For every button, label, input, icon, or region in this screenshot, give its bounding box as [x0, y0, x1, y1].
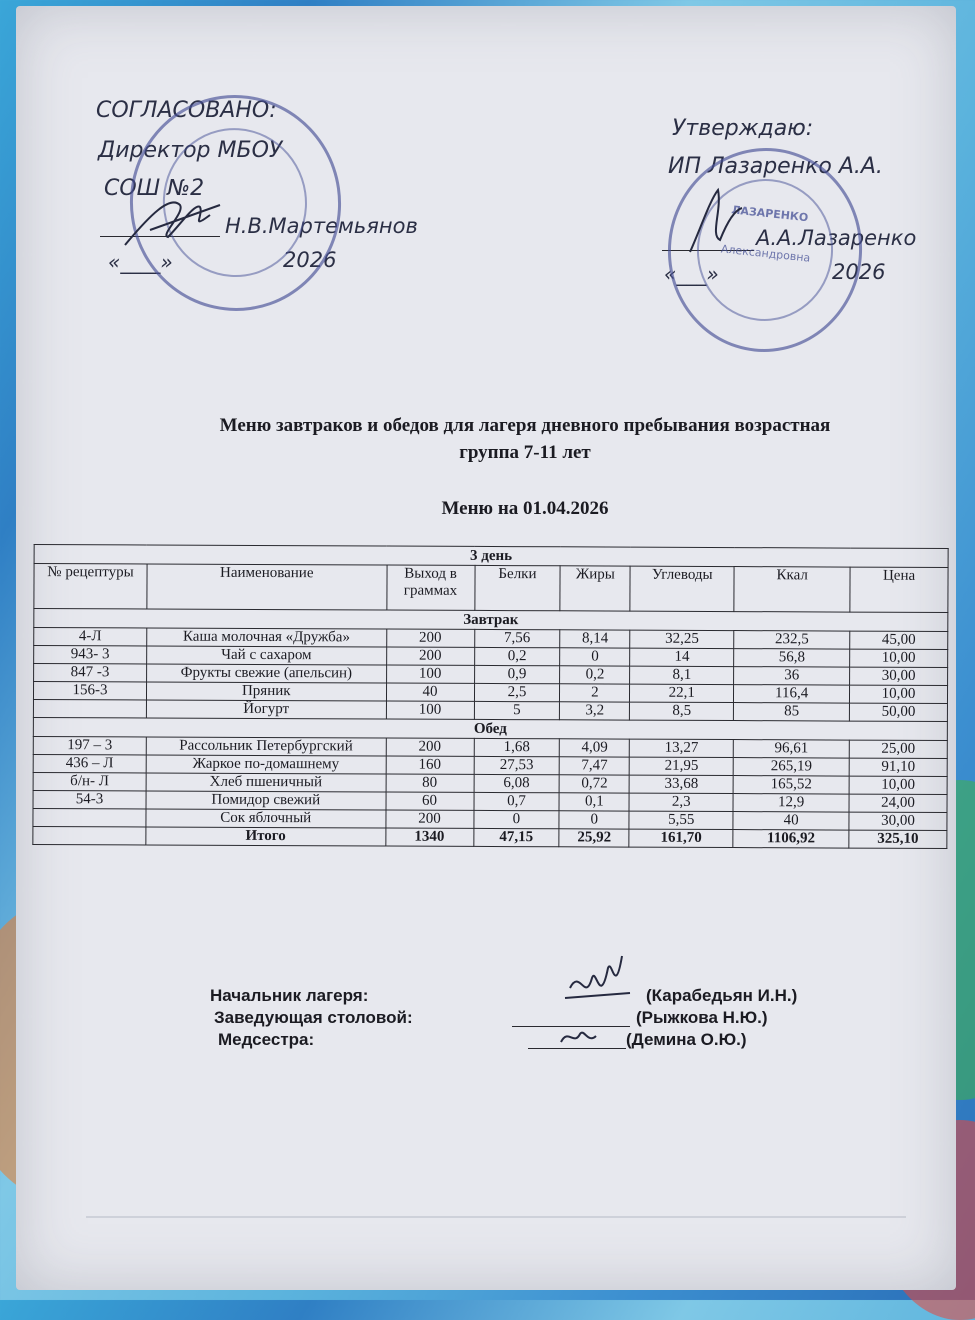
table-total-cell: 325,10 — [849, 830, 947, 848]
signature-role-head: Начальник лагеря: — [210, 986, 369, 1005]
table-cell: 0,9 — [474, 665, 560, 683]
table-cell: 60 — [386, 792, 474, 810]
table-cell: 165,52 — [733, 776, 849, 795]
table-cell: 3,2 — [560, 702, 630, 720]
table-cell: 27,53 — [474, 756, 560, 774]
table-cell: Фрукты свежие (апельсин) — [146, 664, 386, 683]
table-cell: 0 — [560, 648, 630, 666]
signature-left-icon — [120, 185, 230, 255]
approval-right-line2: ИП Лазаренко А.А. — [668, 154, 883, 179]
table-total-cell — [33, 827, 146, 845]
table-cell: Каша молочная «Дружба» — [147, 628, 387, 647]
table-cell: 2,5 — [474, 683, 560, 701]
table-cell — [33, 809, 146, 827]
table-cell: 22,1 — [630, 684, 734, 702]
table-cell: 33,68 — [629, 775, 733, 793]
table-cell: 80 — [386, 774, 474, 792]
table-cell: 36 — [734, 667, 850, 686]
table-cell: 50,00 — [849, 703, 947, 721]
signature-name-head: (Карабедьян И.Н.) — [646, 986, 798, 1005]
table-header-row — [34, 564, 948, 613]
table-cell: 40 — [733, 812, 849, 831]
table-header-cell: Цена — [850, 567, 948, 612]
table-cell: 21,95 — [629, 757, 733, 775]
signature-name-nurse: (Демина О.Ю.) — [626, 1030, 747, 1049]
table-total-cell: 161,70 — [629, 829, 733, 847]
table-cell: 56,8 — [734, 649, 850, 668]
table-cell: 847 -3 — [34, 664, 147, 682]
table-cell: 2,3 — [629, 793, 733, 811]
menu-date: Меню на 01.04.2026 — [441, 498, 609, 519]
table-cell: 40 — [386, 683, 474, 701]
table-cell: 160 — [386, 756, 474, 774]
menu-table — [32, 544, 948, 849]
table-cell: 436 – Л — [33, 755, 146, 773]
table-total-cell: Итого — [146, 827, 386, 846]
table-cell: 96,61 — [733, 740, 849, 759]
table-cell: 265,19 — [733, 758, 849, 777]
table-cell: Рассольник Петербургский — [146, 737, 386, 756]
table-section-title: Завтрак — [34, 609, 948, 632]
approval-left-date-year: 2026 — [283, 248, 337, 272]
approval-left-line2: Директор МБОУ — [98, 138, 283, 163]
approval-right-signer: А.А.Лазаренко — [756, 226, 917, 250]
table-cell: 200 — [386, 629, 474, 647]
table-cell: 200 — [386, 738, 474, 756]
table-day: 3 день — [34, 545, 948, 568]
signature-head-icon — [560, 948, 640, 1018]
table-cell: Чай с сахаром — [147, 646, 387, 665]
table-cell — [33, 700, 146, 718]
table-cell: 7,47 — [560, 757, 630, 775]
table-cell: 10,00 — [849, 776, 947, 794]
table-cell: 24,00 — [849, 794, 947, 812]
table-cell: 13,27 — [630, 739, 734, 757]
table-cell: 100 — [386, 665, 474, 683]
table-total-cell: 1340 — [385, 828, 473, 846]
table-cell: 1,68 — [474, 738, 560, 756]
stamp-right-text1: ЛАЗАРЕНКО — [730, 203, 809, 225]
table-cell: 30,00 — [849, 812, 947, 830]
signature-nurse-icon — [556, 1024, 606, 1050]
stamp-right-text2: Александровна — [720, 242, 811, 265]
table-header-cell: № рецептуры — [34, 564, 147, 609]
table-cell: 32,25 — [630, 630, 734, 648]
table-cell: 8,1 — [630, 666, 734, 684]
table-cell: Пряник — [146, 682, 386, 701]
table-cell: 85 — [734, 703, 850, 722]
table-cell: 4-Л — [34, 628, 147, 646]
table-cell: 54-3 — [33, 791, 146, 809]
table-cell: 200 — [386, 647, 474, 665]
approval-right-line1: Утверждаю: — [672, 116, 814, 141]
table-cell: 0,7 — [474, 792, 560, 810]
table-cell: 45,00 — [850, 631, 948, 649]
document-title-line1: Меню завтраков и обедов для лагеря дневного пребывания возрастная — [219, 415, 831, 436]
table-cell: 0,1 — [559, 793, 629, 811]
sleeve-edge — [86, 1216, 906, 1288]
table-cell: 12,9 — [733, 794, 849, 813]
approval-left-signer: Н.В.Мартемьянов — [225, 214, 418, 238]
table-cell: 943- 3 — [34, 646, 147, 664]
table-cell: 232,5 — [734, 631, 850, 650]
table-header-cell: Жиры — [560, 566, 630, 611]
table-cell: Помидор свежий — [146, 791, 386, 810]
table-cell: 0,2 — [474, 647, 560, 665]
table-cell: 10,00 — [850, 649, 948, 667]
table-total-cell: 47,15 — [473, 828, 559, 846]
table-cell: 116,4 — [734, 685, 850, 704]
table-cell: 91,10 — [849, 758, 947, 776]
table-cell: 156-3 — [33, 682, 146, 700]
approval-right-date-prefix: «___» — [664, 262, 719, 286]
table-cell: 10,00 — [850, 685, 948, 703]
table-header-cell: Выход в граммах — [386, 565, 474, 610]
approval-left-line3: СОШ №2 — [104, 176, 205, 201]
table-cell: 4,09 — [560, 739, 630, 757]
table-cell: 0,72 — [559, 775, 629, 793]
signature-right-icon — [680, 180, 760, 260]
table-cell: 0,2 — [560, 666, 630, 684]
signature-role-nurse: Медсестра: — [218, 1030, 315, 1049]
table-cell: 5 — [474, 701, 560, 719]
table-total-cell: 25,92 — [559, 829, 629, 847]
table-header-cell: Наименование — [147, 564, 387, 610]
table-cell: Сок яблочный — [146, 809, 386, 828]
table-total-cell: 1106,92 — [733, 830, 849, 849]
table-cell: 100 — [386, 701, 474, 719]
table-cell: 30,00 — [850, 667, 948, 685]
table-cell: 2 — [560, 684, 630, 702]
table-section-title: Обед — [33, 718, 947, 741]
signature-name-canteen: (Рыжкова Н.Ю.) — [636, 1008, 768, 1027]
table-header-cell: Ккал — [734, 567, 850, 613]
approval-left-date-prefix: «____» — [108, 250, 173, 274]
table-cell: 0 — [473, 810, 559, 828]
table-cell: 14 — [630, 648, 734, 666]
table-header-cell: Углеводы — [630, 566, 734, 611]
table-cell: 0 — [559, 811, 629, 829]
approval-left-line1: СОГЛАСОВАНО: — [96, 98, 277, 123]
table-cell: 25,00 — [849, 740, 947, 758]
table-cell: 6,08 — [474, 774, 560, 792]
table-cell: 197 – 3 — [33, 737, 146, 755]
table-cell: Хлеб пшеничный — [146, 773, 386, 792]
table-cell: 8,5 — [630, 702, 734, 720]
signature-role-canteen: Заведующая столовой: — [214, 1008, 413, 1027]
table-cell: Жаркое по-домашнему — [146, 755, 386, 774]
table-cell: 200 — [386, 810, 474, 828]
table-total-row — [33, 827, 947, 849]
table-cell: 7,56 — [474, 629, 560, 647]
table-cell: Йогурт — [146, 700, 386, 719]
table-cell: 5,55 — [629, 811, 733, 829]
approval-right-date-year: 2026 — [832, 260, 886, 284]
table-cell: б/н- Л — [33, 773, 146, 791]
table-header-cell: Белки — [474, 565, 560, 610]
document-title-line2: группа 7-11 лет — [459, 442, 591, 463]
table-cell: 8,14 — [560, 630, 630, 648]
